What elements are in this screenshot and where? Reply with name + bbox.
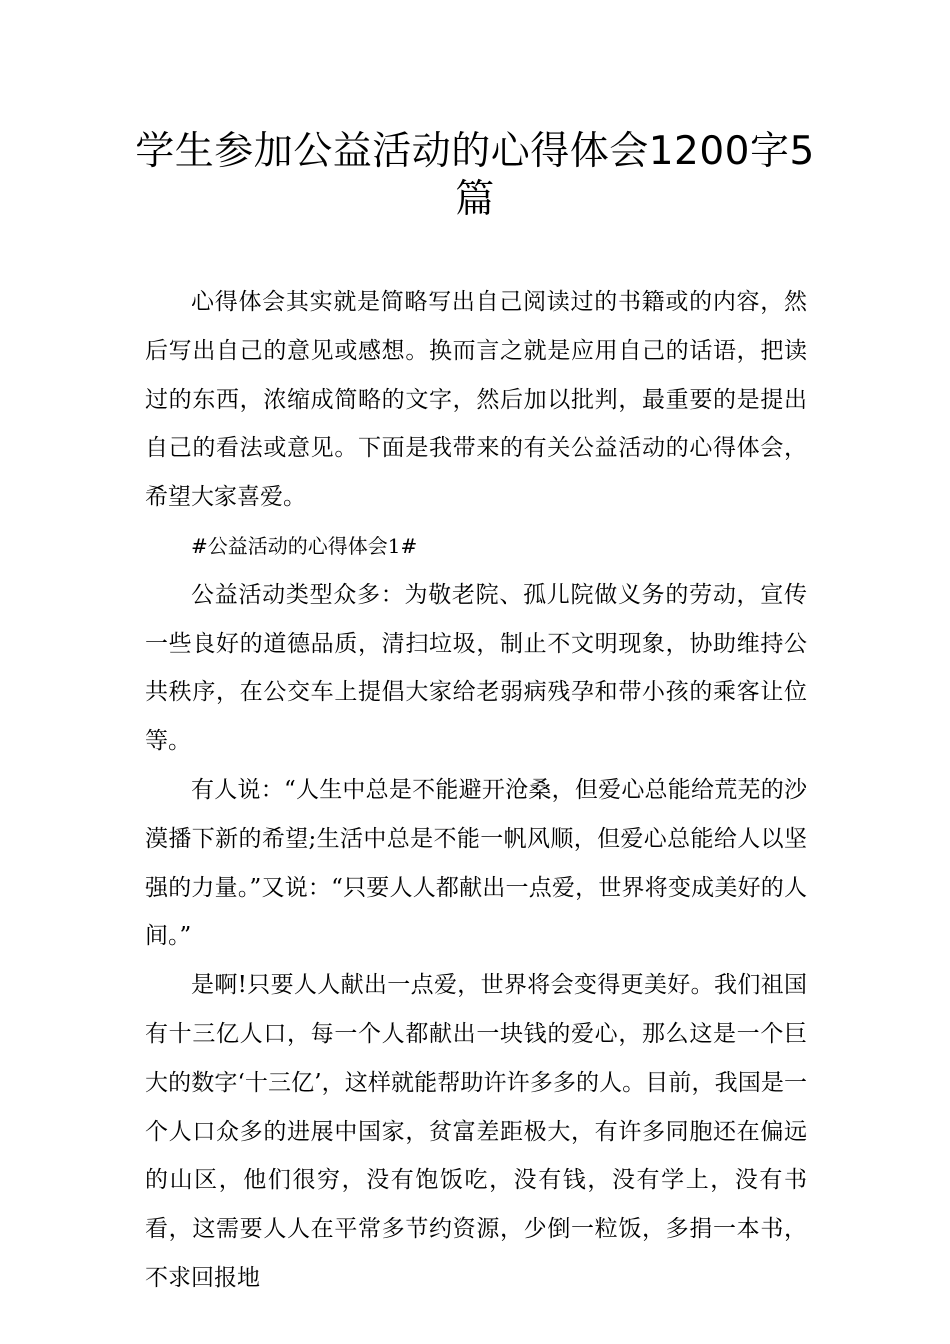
body-paragraph-3: 是啊!只要人人献出一点爱，世界将会变得更美好。我们祖国有十三亿人口，每一个人都献出一块钱的爱心，那么这是一个巨大的数字‘十三亿’，这样就能帮助许许多多的人。目前，我国是一个人口众多的进展中国家，贫富差距极大，有许多同胞还在偏远的山区，他们很穷，没有饱饭吃，没有钱，没有学上，没有书看，这需要人人在平常多节约资源，少倒一粒饭，多捐一本书，不求回报地: [145, 972, 807, 1291]
intro-paragraph: 心得体会其实就是简略写出自己阅读过的书籍或的内容，然后写出自己的意见或感想。换而言之就是应用自己的话语，把读过的东西，浓缩成简略的文字，然后加以批判，最重要的是提出自己的看法或意见。下面是我带来的有关公益活动的心得体会，希望大家喜爱。: [145, 289, 807, 511]
section-heading: #公益活动的心得体会1#: [191, 533, 418, 558]
body-paragraph-1: 公益活动类型众多：为敬老院、孤儿院做义务的劳动，宣传一些良好的道德品质，清扫垃圾，制止不文明现象，协助维持公共秩序，在公交车上提倡大家给老弱病残孕和带小孩的乘客让位等。: [145, 581, 807, 755]
body-paragraph-2: 有人说：“人生中总是不能避开沧桑，但爱心总能给荒芜的沙漠播下新的希望;生活中总是不能一帆风顺，但爱心总能给人以坚强的力量。”又说：“只要人人都献出一点爱，世界将变成美好的人间。”: [145, 776, 807, 950]
document-title: 学生参加公益活动的心得体会1200字5篇: [135, 129, 815, 222]
document-body: [145, 278, 807, 1303]
